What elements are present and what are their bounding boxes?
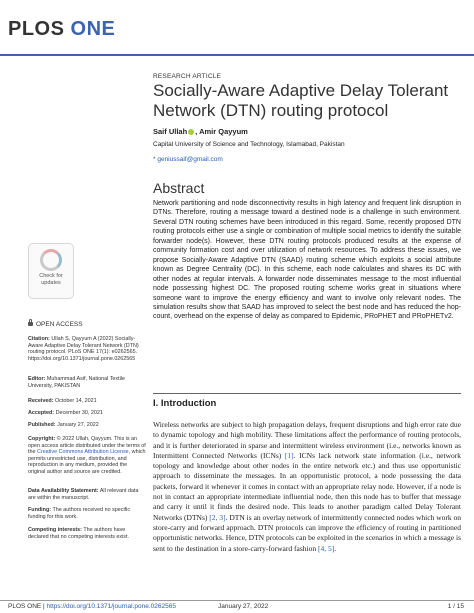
copyright-info: Copyright: © 2022 Ullah, Qayyum. This is an open access article distributed under the terms of the Creative Commons Attribution License, which permits unrestricted use, distribution, and reproduction in any medium, provided the original author and source are credited. (28, 436, 146, 475)
data-availability: Data Availability Statement: All relevant data are within the manuscript. (28, 488, 139, 501)
author-list (153, 127, 461, 136)
header-rule (0, 54, 474, 56)
license-link[interactable]: Creative Commons Attribution License (37, 449, 129, 456)
competing-interests: Competing interests: The authors have declared that no competing interests exist. (28, 527, 129, 540)
page-number: 1 / 15 (447, 603, 464, 610)
section-rule (153, 393, 461, 394)
corresponding-email-link[interactable]: * geniussaif@gmail.com (153, 156, 223, 163)
footer-rule (0, 600, 474, 601)
abstract-heading: Abstract (153, 180, 205, 196)
check-for-updates-button[interactable]: Check for updates (28, 243, 74, 299)
crossmark-icon (40, 249, 62, 271)
affiliation: Capital University of Science and Technology, Islamabad, Pakistan (153, 141, 345, 148)
open-lock-icon (28, 322, 33, 326)
citation-link[interactable]: [4, 5] (317, 543, 335, 553)
footer-date: January 27, 2022 (218, 603, 269, 610)
accepted-date: Accepted: December 30, 2021 (28, 410, 103, 416)
article-type-label: RESEARCH ARTICLE (153, 73, 222, 80)
funding-info: Funding: The authors received no specific funding for this work. (28, 507, 131, 520)
abstract-text: Network partitioning and node disconnectivity results in high latency and frequent link disruption in DTNs. Therefore, routing a message toward a destined node is a challenge in such environment. Several DTN routing schemes have been introduced in this regard. Some, recently proposed DTN routing protocols either use a single or combination of multiple social metrics to identify the suitable forwarder node(s). However, these DTN routing protocols produced results at the expense of community formation cost and over utilization of network resources. To address these issues, we propose Socially-Aware Adaptive DTN (SAAD) routing scheme which exploits a social attribute known as Degree Centrality (DC). In this scheme, each node calculates and shares its DC with other nodes at regular intervals. A forwarder node disseminates message to the most influential node possessing highest DC. The proposed routing scheme works great in situations where someone want to improve the energy efficiency and want to involve only relevant nodes. The simulation results show that SAAD has improved to select the best node and has reduced the hop-count, overhead on the expense of delay as compared to Epidemic, PRoPHET and PRoPHETv2. (153, 200, 461, 321)
introduction-heading: I. Introduction (153, 398, 217, 409)
author-name[interactable]: Saif Ullah (153, 127, 188, 136)
journal-logo: PLOS ONE (8, 18, 116, 40)
article-title: Socially-Aware Adaptive Delay Tolerant Network (DTN) routing protocol (153, 81, 449, 120)
citation-link[interactable]: [2, 3] (209, 512, 226, 522)
footer-citation: PLOS ONE | https://doi.org/10.1371/journal.pone.0262565 (8, 603, 176, 610)
orcid-icon[interactable] (188, 129, 194, 135)
introduction-text: Wireless networks are subject to high propagation delays, frequent disruptions and high error rate due to dynamic topology and high mobility. These limitations affect the performance of routing protocols, and it is further deteriorated in sparse and intermittent wireless environment (i.e., networks known as Intermittent Connected Networks (ICNs) [1]. ICNs lack network state information (i.e., network topology and knowledge about other nodes in the entire network etc.) and thus use opportunistic approach to disseminate the messages. In an opportunistic protocol, a node possessing the data packets, forward it whenever it comes in contact with an appropriate relay node. However, if a node is not in contact an appropriate intermediate influential node, then this node has to buffer that message and carry it until it finds the desired node. This leads to another paradigm called Delay Tolerant Networks (DTNs) [2, 3]. DTN is an overlay network of intermittently connected nodes which work on store-carry and forward approach. DTN protocols can improve the efficiency of routing in partitioned opportunistic networks. Hence, DTN protocols can be exploited in the scenarios in which a message is sent to the destination in a store-carry-forward fashion [4, 5]. (153, 420, 462, 553)
citation-link[interactable]: [1] (284, 450, 294, 460)
citation-info: Citation: Ullah S, Qayyum A (2022) Socially-Aware Adaptive Delay Tolerant Network (DTN) routing protocol. PLoS ONE 17(1): e0262565. https://doi.org/10.1371/journal.pone.0262565 (28, 336, 139, 362)
received-date: Received: October 14, 2021 (28, 398, 97, 404)
published-date: Published: January 27, 2022 (28, 422, 99, 428)
open-access-label: OPEN ACCESS (28, 321, 83, 328)
author-name[interactable]: , Amir Qayyum (195, 127, 248, 136)
editor-info: Editor: Muhammad Asif, National Textile University, PAKISTAN (28, 376, 125, 389)
doi-link[interactable]: https://doi.org/10.1371/journal.pone.0262565 (46, 603, 176, 610)
